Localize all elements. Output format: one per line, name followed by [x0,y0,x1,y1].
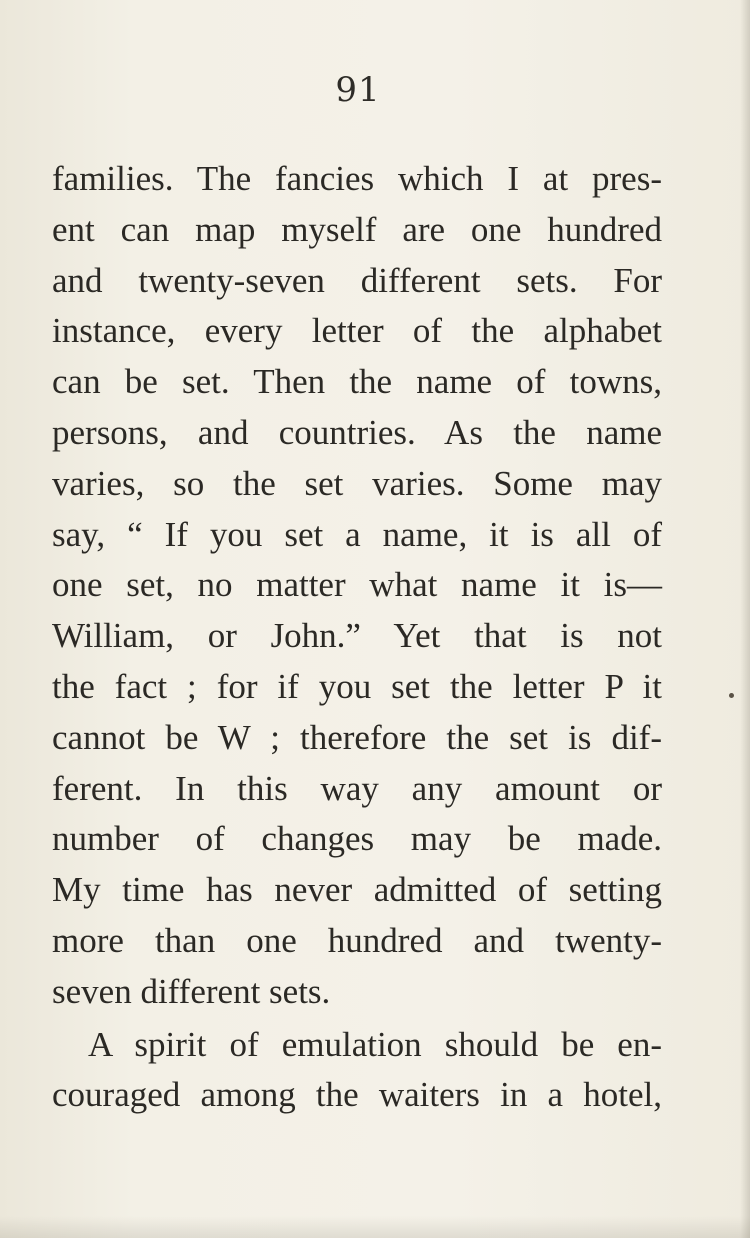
text-line: and twenty-seven different sets. For [52,260,662,300]
text-line: more than one hundred and twenty- [52,920,662,960]
paper-speck [729,693,734,698]
text-line: A spirit of emulation should be en- [88,1024,662,1064]
text-line: persons, and countries. As the name [52,412,662,452]
page-bottom-shadow [0,1216,750,1238]
paragraph-2 [52,1020,662,1122]
text-line: say, “ If you set a name, it is all of [52,514,662,554]
page-number: 91 [335,70,381,110]
text-line: ent can map myself are one hundred [52,209,662,249]
text-line: seven different sets. [52,971,331,1011]
paragraph-1 [52,154,662,1018]
text-line: ferent. In this way any amount or [52,768,662,808]
page-edge-shadow [740,0,750,1238]
text-line: can be set. Then the name of towns, [52,362,662,402]
text-line: cannot be W ; therefore the set is dif- [52,717,662,757]
text-line: couraged among the waiters in a hotel, [52,1075,662,1115]
text-line: William, or John.” Yet that is not [52,616,662,656]
text-line: number of changes may be made. [52,819,662,859]
text-line: instance, every letter of the alphabet [52,311,662,351]
text-line: varies, so the set varies. Some may [52,463,662,503]
text-line: My time has never admitted of setting [52,870,662,910]
text-line: families. The fancies which I at pres- [52,159,662,198]
body-text [52,154,662,1121]
text-line: one set, no matter what name it is— [52,565,662,605]
text-line: the fact ; for if you set the letter P it [52,666,662,706]
